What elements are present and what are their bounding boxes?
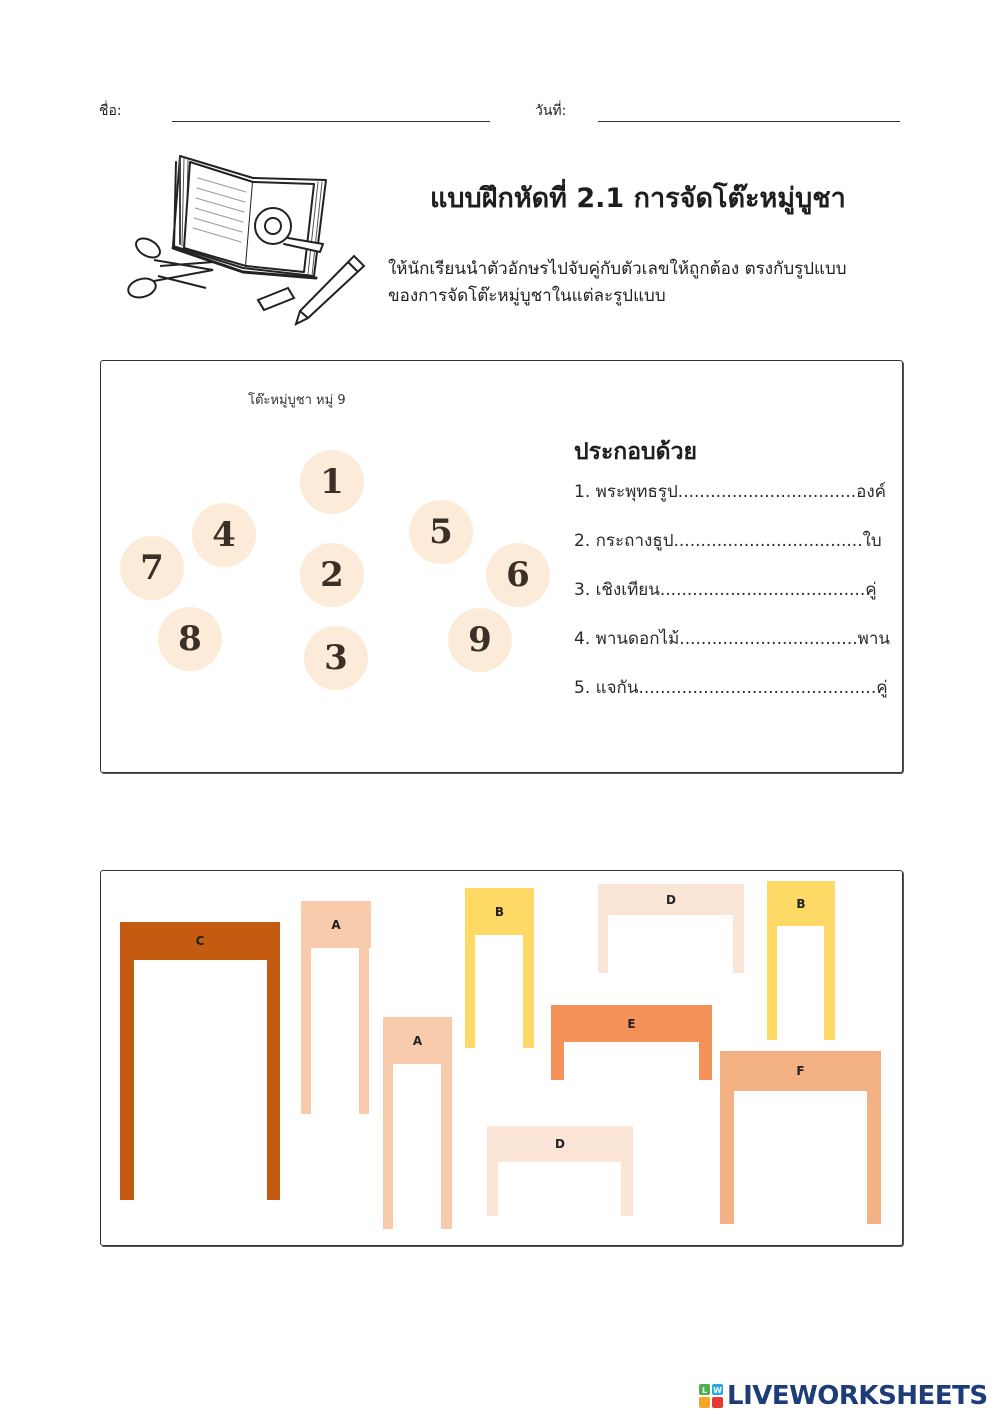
- table-leg: [359, 948, 369, 1114]
- components-title: ประกอบด้วย: [574, 439, 697, 465]
- table-top-a[interactable]: A: [383, 1017, 452, 1064]
- liveworksheets-brand: LIVEWORKSHEETS: [727, 1381, 988, 1411]
- table-top-e[interactable]: E: [551, 1005, 712, 1042]
- table-top-f[interactable]: F: [720, 1051, 881, 1091]
- book-scissors-pencil-illustration: [118, 148, 368, 328]
- table-leg: [465, 935, 475, 1048]
- table-leg: [523, 935, 534, 1048]
- table-leg: [487, 1162, 498, 1216]
- table-leg: [383, 1064, 393, 1229]
- component-item-4: 4. พานดอกไม้.................................พาน: [574, 629, 890, 649]
- position-2[interactable]: 2: [300, 543, 364, 607]
- position-7[interactable]: 7: [120, 536, 184, 600]
- table-leg: [867, 1091, 881, 1224]
- date-line[interactable]: [598, 121, 900, 122]
- component-item-5: 5. แจกัน............................................คู่: [574, 678, 888, 698]
- table-leg: [441, 1064, 452, 1229]
- component-item-2: 2. กระถางธูป...................................ใบ: [574, 531, 882, 551]
- instructions: [388, 256, 908, 310]
- date-label: วันที่:: [535, 103, 567, 119]
- diagram-caption: โต๊ะหมู่บูชา หมู่ 9: [248, 393, 346, 408]
- instruction-line-1: ให้นักเรียนนำตัวอักษรไปจับคู่กับตัวเลขให้ถูกต้อง ตรงกับรูปแบบ: [388, 259, 847, 279]
- table-leg: [301, 948, 311, 1114]
- table-top-b[interactable]: B: [465, 888, 534, 935]
- table-leg: [720, 1091, 734, 1224]
- position-4[interactable]: 4: [192, 503, 256, 567]
- liveworksheets-logo: [698, 1381, 988, 1411]
- liveworksheets-icon: [698, 1383, 724, 1409]
- table-leg: [621, 1162, 633, 1216]
- table-top-a[interactable]: A: [301, 901, 371, 948]
- table-top-c[interactable]: C: [120, 922, 280, 960]
- table-leg: [598, 915, 608, 973]
- table-top-d[interactable]: D: [598, 884, 744, 915]
- component-item-3: 3. เชิงเทียน......................................คู่: [574, 580, 877, 600]
- position-1[interactable]: 1: [300, 450, 364, 514]
- table-leg: [767, 926, 777, 1040]
- component-item-1: 1. พระพุทธรูป.................................องค์: [574, 482, 887, 502]
- position-3[interactable]: 3: [304, 626, 368, 690]
- table-top-d[interactable]: D: [487, 1126, 633, 1162]
- table-leg: [733, 915, 744, 973]
- name-label: ชื่อ:: [99, 103, 122, 119]
- table-leg: [699, 1042, 712, 1080]
- page-title: แบบฝึกหัดที่ 2.1 การจัดโต๊ะหมู่บูชา: [430, 183, 846, 214]
- position-8[interactable]: 8: [158, 607, 222, 671]
- position-9[interactable]: 9: [448, 608, 512, 672]
- logo-letter-l: L: [701, 1386, 708, 1395]
- table-leg: [551, 1042, 564, 1080]
- table-leg: [267, 960, 280, 1200]
- table-leg: [120, 960, 134, 1200]
- position-6[interactable]: 6: [486, 543, 550, 607]
- table-top-b[interactable]: B: [767, 881, 835, 926]
- logo-letter-w: W: [713, 1386, 722, 1395]
- instruction-line-2: ของการจัดโต๊ะหมู่บูชาในแต่ละรูปแบบ: [388, 286, 666, 306]
- table-leg: [824, 926, 835, 1040]
- name-line[interactable]: [172, 121, 490, 122]
- position-5[interactable]: 5: [409, 500, 473, 564]
